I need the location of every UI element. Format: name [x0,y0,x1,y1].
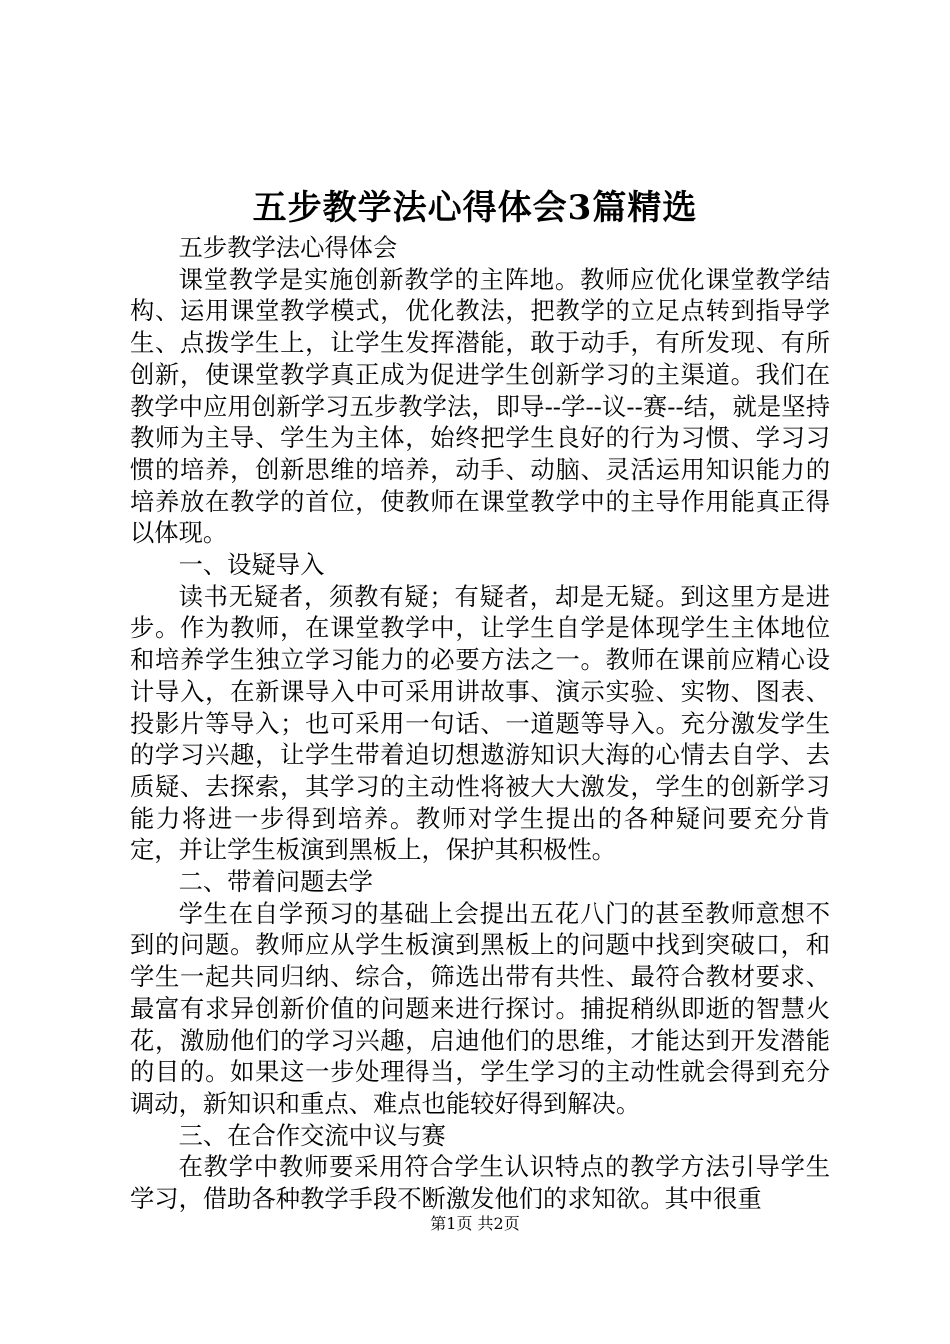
body-paragraph: 读书无疑者，须教有疑；有疑者，却是无疑。到这里方是进步。作为教师，在课堂教学中，让学生自学是体现学生主体地位和培养学生独立学习能力的必要方法之一。教师在课前应精心设计导入，在新课导入中可采用讲故事、演示实验、实物、图表、投影片等导入；也可采用一句话、一道题等导入。充分激发学生的学习兴趣，让学生带着迫切想遨游知识大海的心情去自学、去质疑、去探索，其学习的主动性将被大大激发，学生的创新学习能力将进一步得到培养。教师对学生提出的各种疑问要充分肯定，并让学生板演到黑板上，保护其积极性。 [130,581,830,865]
page-number-footer: 第1页 共2页 [430,1214,520,1233]
body-paragraph: 在教学中教师要采用符合学生认识特点的教学方法引导学生学习，借助各种教学手段不断激发他们的求知欲。其中很重 [130,1152,830,1214]
section-heading: 五步教学法心得体会 [178,233,398,262]
body-paragraph: 学生在自学预习的基础上会提出五花八门的甚至教师意想不到的问题。教师应从学生板演到黑板上的问题中找到突破口，和学生一起共同归纳、综合，筛选出带有共性、最符合教材要求、最富有求异创新价值的问题来进行探讨。捕捉稍纵即逝的智慧火花，激励他们的学习兴趣，启迪他们的思维，才能达到开发潜能的目的。如果这一步处理得当，学生学习的主动性就会得到充分调动，新知识和重点、难点也能较好得到解决。 [130,898,830,1118]
section-heading: 一、设疑导入 [178,550,325,580]
body-paragraph: 课堂教学是实施创新教学的主阵地。教师应优化课堂教学结构、运用课堂教学模式，优化教法，把教学的立足点转到指导学生、点拨学生上，让学生发挥潜能，敢于动手，有所发现、有所创新，使课堂教学真正成为促进学生创新学习的主渠道。我们在教学中应用创新学习五步教学法，即导--学--议--赛--结，就是坚持教师为主导、学生为主体，始终把学生良好的行为习惯、学习习惯的培养，创新思维的培养，动手、动脑、灵活运用知识能力的培养放在教学的首位，使教师在课堂教学中的主导作用能真正得以体现。 [130,264,830,548]
document-body [130,232,830,1215]
document-title: 五步教学法心得体会3篇精选 [252,188,698,228]
section-heading: 三、在合作交流中议与赛 [178,1120,446,1150]
section-heading: 二、带着问题去学 [178,867,373,897]
